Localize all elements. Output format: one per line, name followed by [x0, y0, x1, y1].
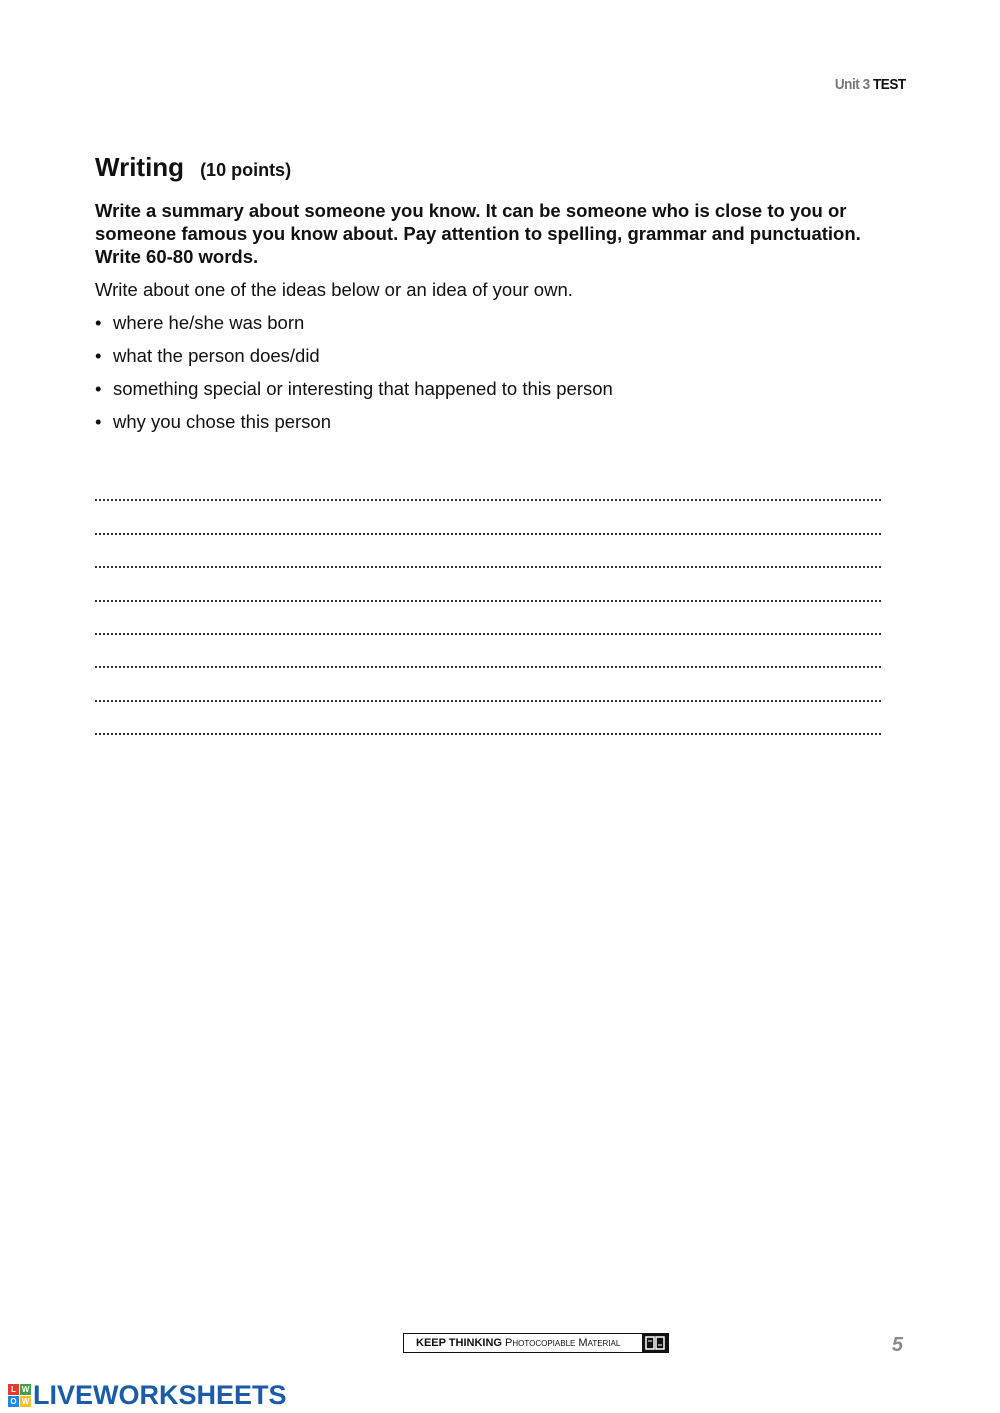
bullet-icon: •: [95, 411, 102, 432]
liveworksheets-blocks-icon: [8, 1384, 31, 1407]
answer-line[interactable]: [95, 474, 881, 507]
writing-section: [95, 152, 895, 433]
liveworksheets-logo[interactable]: [8, 1380, 287, 1411]
footer-text: [404, 1337, 642, 1349]
answer-line[interactable]: [95, 541, 881, 574]
section-title: Writing: [95, 152, 185, 182]
answer-lines: [95, 474, 881, 741]
answer-line[interactable]: [95, 708, 881, 741]
idea-item: [95, 344, 895, 367]
idea-item: [95, 377, 895, 400]
ideas-list: [95, 311, 895, 433]
answer-line[interactable]: [95, 574, 881, 607]
test-label: TEST: [873, 76, 906, 93]
answer-line[interactable]: [95, 507, 881, 540]
idea-text: where he/she was born: [113, 312, 305, 333]
section-points: (10 points): [200, 160, 292, 180]
answer-line[interactable]: [95, 674, 881, 707]
liveworksheets-wordmark: LIVEWORKSHEETS: [33, 1380, 287, 1410]
unit-label: Unit 3: [835, 76, 870, 93]
task-instructions: Write a summary about someone you know. It can be someone who is close to you or someone famous you know about. Pay attention to spelling, grammar and punctuation. Write 60-80 words.: [95, 200, 861, 267]
unit-test-header: [835, 76, 906, 93]
page-number: 5: [891, 1334, 903, 1356]
ideas-intro: Write about one of the ideas below or an idea of your own.: [95, 279, 573, 300]
idea-item: [95, 311, 895, 334]
logo-block: L: [8, 1384, 19, 1395]
logo-block: W: [21, 1397, 30, 1406]
logo-block: W: [21, 1385, 30, 1394]
publisher-logo-icon: [642, 1334, 668, 1352]
logo-block: O: [8, 1396, 19, 1407]
bullet-icon: •: [95, 345, 102, 366]
idea-text: something special or interesting that happened to this person: [113, 378, 613, 399]
idea-text: why you chose this person: [113, 411, 332, 432]
footer-credit: [403, 1333, 669, 1353]
bullet-icon: •: [95, 312, 102, 333]
answer-line[interactable]: [95, 641, 881, 674]
bullet-icon: •: [95, 378, 102, 399]
idea-item: [95, 410, 895, 433]
answer-line[interactable]: [95, 608, 881, 641]
footer-brand: KEEP THINKING: [416, 1337, 502, 1349]
idea-text: what the person does/did: [113, 345, 320, 366]
footer-photocopiable: Photocopiable Material: [505, 1337, 621, 1349]
section-heading: [95, 152, 895, 183]
